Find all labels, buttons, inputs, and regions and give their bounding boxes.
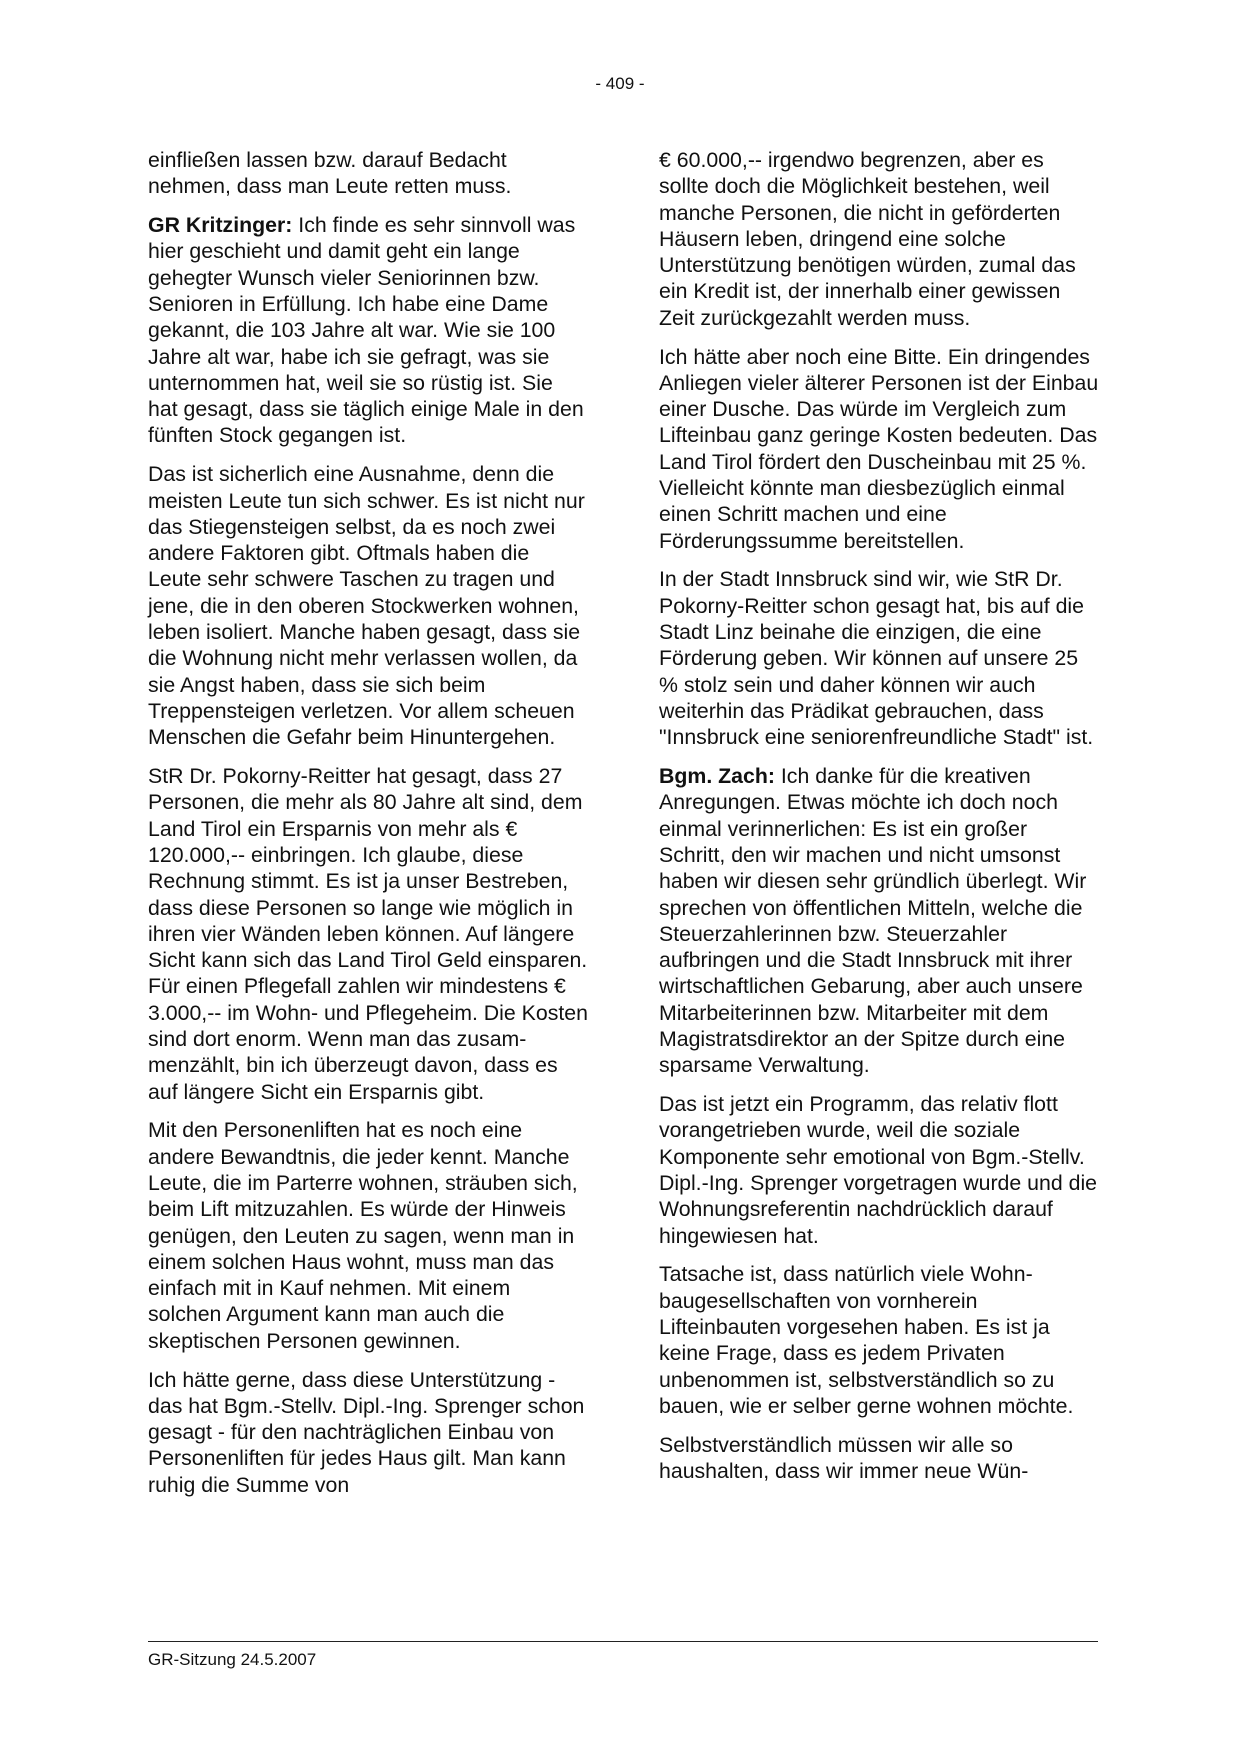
paragraph [148,1367,588,1498]
paragraph-text: Das ist jetzt ein Programm, das relativ flott vorangetrieben wurde, weil die soziale Komponente sehr emotional von Bgm.-Stellv. Dipl.-Ing. Sprenger vorgetragen wurde und die Wohnungsreferentin nachdrücklich darauf hingewiesen hat. [659,1092,1098,1248]
paragraph [659,1432,1099,1485]
paragraph [148,1117,588,1354]
paragraph [148,212,588,449]
paragraph-text: StR Dr. Pokorny-Reitter hat gesagt, dass 27 Personen, die mehr als 80 Jahre alt sind, dem Land Tirol ein Ersparnis von mehr als € 120.000,-- einbringen. Ich glaube, diese Rechnung stimmt. Es ist ja unser Bestreben, dass diese Personen so lange wie möglich in ihren vier Wänden leben können. Auf längere Sicht kann sich das Land Tirol Geld einsparen. Für einen Pflegefall zahlen wir mindestens € 3.000,-- im Wohn- und Pflegeheim. Die Kosten sind dort enorm. Wenn man das zusammenzählt, bin ich überzeugt davon, dass es auf längere Sicht ein Ersparnis gibt. [148,764,588,1104]
paragraph-text: einfließen lassen bzw. darauf Bedacht nehmen, dass man Leute retten muss. [148,148,512,199]
page-number: - 409 - [595,74,645,93]
paragraph-text: Das ist sicherlich eine Ausnahme, denn die meisten Leute tun sich schwer. Es ist nicht nur das Stiegensteigen selbst, da es noch zwei andere Faktoren gibt. Oftmals haben die Leute sehr schwere Taschen zu tragen und jene, die in den oberen Stockwerken wohnen, leben isoliert. Manche haben gesagt, dass sie die Wohnung nicht mehr verlassen wollen, da sie Angst haben, dass sie sich beim Treppensteigen verletzen. Vor allem scheuen Menschen die Gefahr beim Hinuntergehen. [148,462,585,750]
speaker-name: Bgm. Zach: [659,764,775,789]
paragraph [659,344,1099,554]
paragraph-text: Ich hätte gerne, dass diese Unterstützung - das hat Bgm.-Stellv. Dipl.-Ing. Sprenger schon gesagt - für den nachträglichen Einbau von Personenliften für jedes Haus gilt. Man kann ruhig die Summe von [148,1367,585,1497]
paragraph [659,763,1099,1079]
paragraph [148,763,588,1105]
paragraph-text: Mit den Personenliften hat es noch eine andere Bewandtnis, die jeder kennt. Manche Leute, die im Parterre wohnen, sträuben sich, beim Lift mitzuzahlen. Es würde der Hinweis genügen, den Leuten zu sagen, wenn man in einem solchen Haus wohnt, muss man das einfach mit in Kauf nehmen. Mit einem solchen Argument kann man auch die skeptischen Personen gewinnen. [148,1118,578,1353]
speaker-name: GR Kritzinger: [148,213,293,238]
paragraph [148,461,588,750]
paragraph [659,147,1099,331]
paragraph [659,566,1099,750]
right-column [659,147,1099,1497]
left-column [148,147,588,1511]
footer-session-date: GR-Sitzung 24.5.2007 [148,1650,317,1669]
paragraph-text: Selbstverständlich müssen wir alle so haushalten, dass wir immer neue Wün- [659,1432,1029,1483]
paragraph-text: Ich finde es sehr sinnvoll was hier geschieht und damit geht ein lange gehegter Wunsch vieler Seniorinnen bzw. Senioren in Erfüllung. Ich habe eine Dame gekannt, die 103 Jahre alt war. Wie sie 100 Jahre alt war, habe ich sie gefragt, was sie unternommen hat, weil sie so rüstig ist. Sie hat gesagt, dass sie täglich einige Male in den fünften Stock gegangen ist. [148,213,584,448]
paragraph [659,1261,1099,1419]
paragraph-text: In der Stadt Innsbruck sind wir, wie StR Dr. Pokorny-Reitter schon gesagt hat, bis auf die Stadt Linz beinahe die einzigen, die eine Förderung geben. Wir können auf unsere 25 % stolz sein und daher können wir auch weiterhin das Prädikat gebrauchen, dass "Innsbruck eine seniorenfreundliche Stadt" ist. [659,567,1094,750]
paragraph-text: € 60.000,-- irgendwo begrenzen, aber es sollte doch die Möglichkeit bestehen, weil manche Personen, die nicht in geförderten Häusern leben, dringend eine solche Unterstützung benötigen würden, zumal das ein Kredit ist, der innerhalb einer gewissen Zeit zurückgezahlt werden muss. [659,148,1076,330]
paragraph [148,147,588,200]
paragraph-text: Tatsache ist, dass natürlich viele Wohnbaugesellschaften von vornherein Lifteinbauten vorgesehen haben. Es ist ja keine Frage, dass es jedem Privaten unbenommen ist, selbstverständlich so zu bauen, wie er selber gerne wohnen möchte. [659,1262,1074,1418]
paragraph-text: Ich hätte aber noch eine Bitte. Ein dringendes Anliegen vieler älterer Personen ist der Einbau einer Dusche. Das würde im Vergleich zum Lifteinbau ganz geringe Kosten bedeuten. Das Land Tirol fördert den Duscheinbau mit 25 %. Vielleicht könnte man diesbezüglich einmal einen Schritt machen und eine Förderungssumme bereitstellen. [659,344,1099,553]
paragraph-text: Ich danke für die kreativen Anregungen. Etwas möchte ich doch noch einmal verinnerlichen: Es ist ein großer Schritt, den wir machen und nicht umsonst haben wir diesen sehr gründlich überlegt. Wir sprechen von öffentlichen Mitteln, welche die Steuerzahlerinnen bzw. Steuerzahler aufbringen und die Stadt Innsbruck mit ihrer wirtschaftlichen Gebarung, aber auch unsere Mitarbeiterinnen bzw. Mitarbeiter mit dem Magistratsdirektor an der Spitze durch eine sparsame Verwaltung. [659,764,1087,1078]
footer-divider [148,1641,1098,1642]
paragraph [659,1091,1099,1249]
